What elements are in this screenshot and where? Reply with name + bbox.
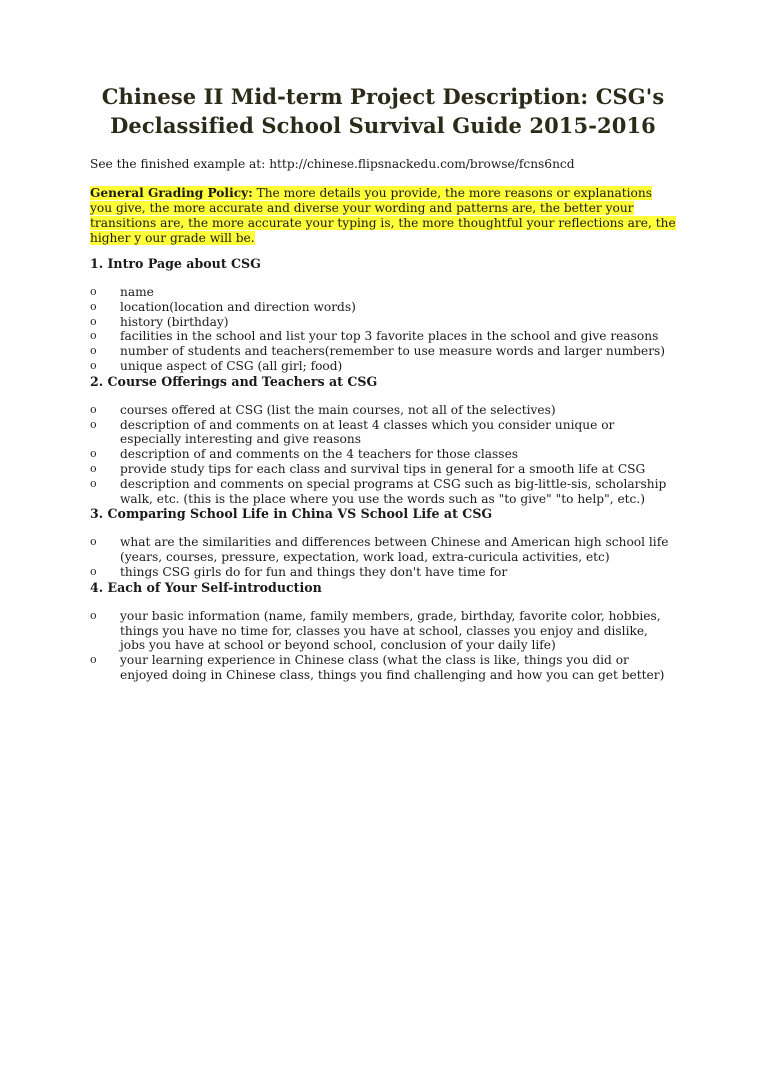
example-link-text: See the finished example at: http://chinese.flipsnackedu.com/browse/fcns6ncd	[90, 157, 575, 171]
list-item: o your learning experience in Chinese class (what the class is like, things you did or enjoyed doing in Chinese class, things you find challenging and how you can get better)	[90, 653, 665, 682]
section-4-title: 4. Each of Your Self-introduction	[90, 579, 322, 595]
list-item: o what are the similarities and differences between Chinese and American high school life (years, courses, pressure, expectation, work load, extra-curicula activities, etc)	[90, 535, 669, 565]
bullet-icon: o	[90, 461, 97, 475]
document-title	[90, 82, 676, 140]
bullet-icon: o	[90, 653, 97, 667]
bullet-icon: o	[90, 344, 97, 358]
list-item: o unique aspect of CSG (all girl; food)	[90, 358, 343, 373]
section-1-list	[90, 285, 676, 374]
list-item: o things CSG girls do for fun and things they don't have time for	[90, 564, 508, 579]
list-item: o your basic information (name, family members, grade, birthday, favorite color, hobbies, things you have no time for, classes you have at school, classes you enjoy and dislike, jobs you have at school or beyond school, conclusion of your daily life)	[90, 608, 661, 653]
bullet-icon: o	[90, 564, 97, 578]
title-line-2: Declassified School Survival Guide 2015-2016	[110, 113, 656, 138]
bullet-icon: o	[90, 608, 97, 622]
section-4-list	[90, 609, 676, 683]
document-page	[0, 82, 768, 1076]
bullet-icon: o	[90, 358, 97, 372]
section-3-title: 3. Comparing School Life in China VS School Life at CSG	[90, 506, 493, 522]
list-item: o number of students and teachers(remember to use measure words and larger numbers)	[90, 344, 666, 359]
list-item: o description and comments on special programs at CSG such as big-little-sis, scholarship walk, etc. (this is the place where you use the words such as "to give" "to help", etc.)	[90, 476, 667, 506]
list-item: o description of and comments on the 4 teachers for those classes	[90, 447, 519, 462]
title-line-1: Chinese II Mid-term Project Description: CSG's	[101, 84, 665, 109]
list-item: o description of and comments on at least 4 classes which you consider unique or especially interesting and give reasons	[90, 417, 615, 447]
bullet-icon: o	[90, 417, 97, 431]
section-1-title: 1. Intro Page about CSG	[90, 256, 261, 271]
list-item: o courses offered at CSG (list the main courses, not all of the selectives)	[90, 402, 556, 417]
grading-policy-label: General Grading Policy:	[90, 186, 253, 200]
grading-policy-text: The more details you provide, the more reasons or explanations you give, the more accurate and diverse your wording and patterns are, the better your transitions are, the more accurate your typing is, the more thoughtful your reflections are, the higher y our grade will be.	[90, 186, 676, 245]
bullet-icon: o	[90, 535, 97, 549]
list-item: o history (birthday)	[90, 314, 229, 329]
section-2-title: 2. Course Offerings and Teachers at CSG	[90, 373, 378, 389]
bullet-icon: o	[90, 285, 97, 298]
bullet-icon: o	[90, 402, 97, 416]
section-2-list	[90, 403, 676, 507]
bullet-icon: o	[90, 447, 97, 461]
bullet-icon: o	[90, 329, 97, 343]
list-item: o name	[90, 285, 154, 299]
bullet-icon: o	[90, 299, 97, 313]
list-item: o provide study tips for each class and survival tips in general for a smooth life at CSG	[90, 461, 646, 476]
list-item: o facilities in the school and list your top 3 favorite places in the school and give reasons	[90, 329, 659, 344]
grading-policy	[90, 186, 676, 246]
bullet-icon: o	[90, 314, 97, 328]
bullet-icon: o	[90, 476, 97, 490]
list-item: o location(location and direction words)	[90, 299, 356, 314]
section-3-list	[90, 535, 676, 579]
